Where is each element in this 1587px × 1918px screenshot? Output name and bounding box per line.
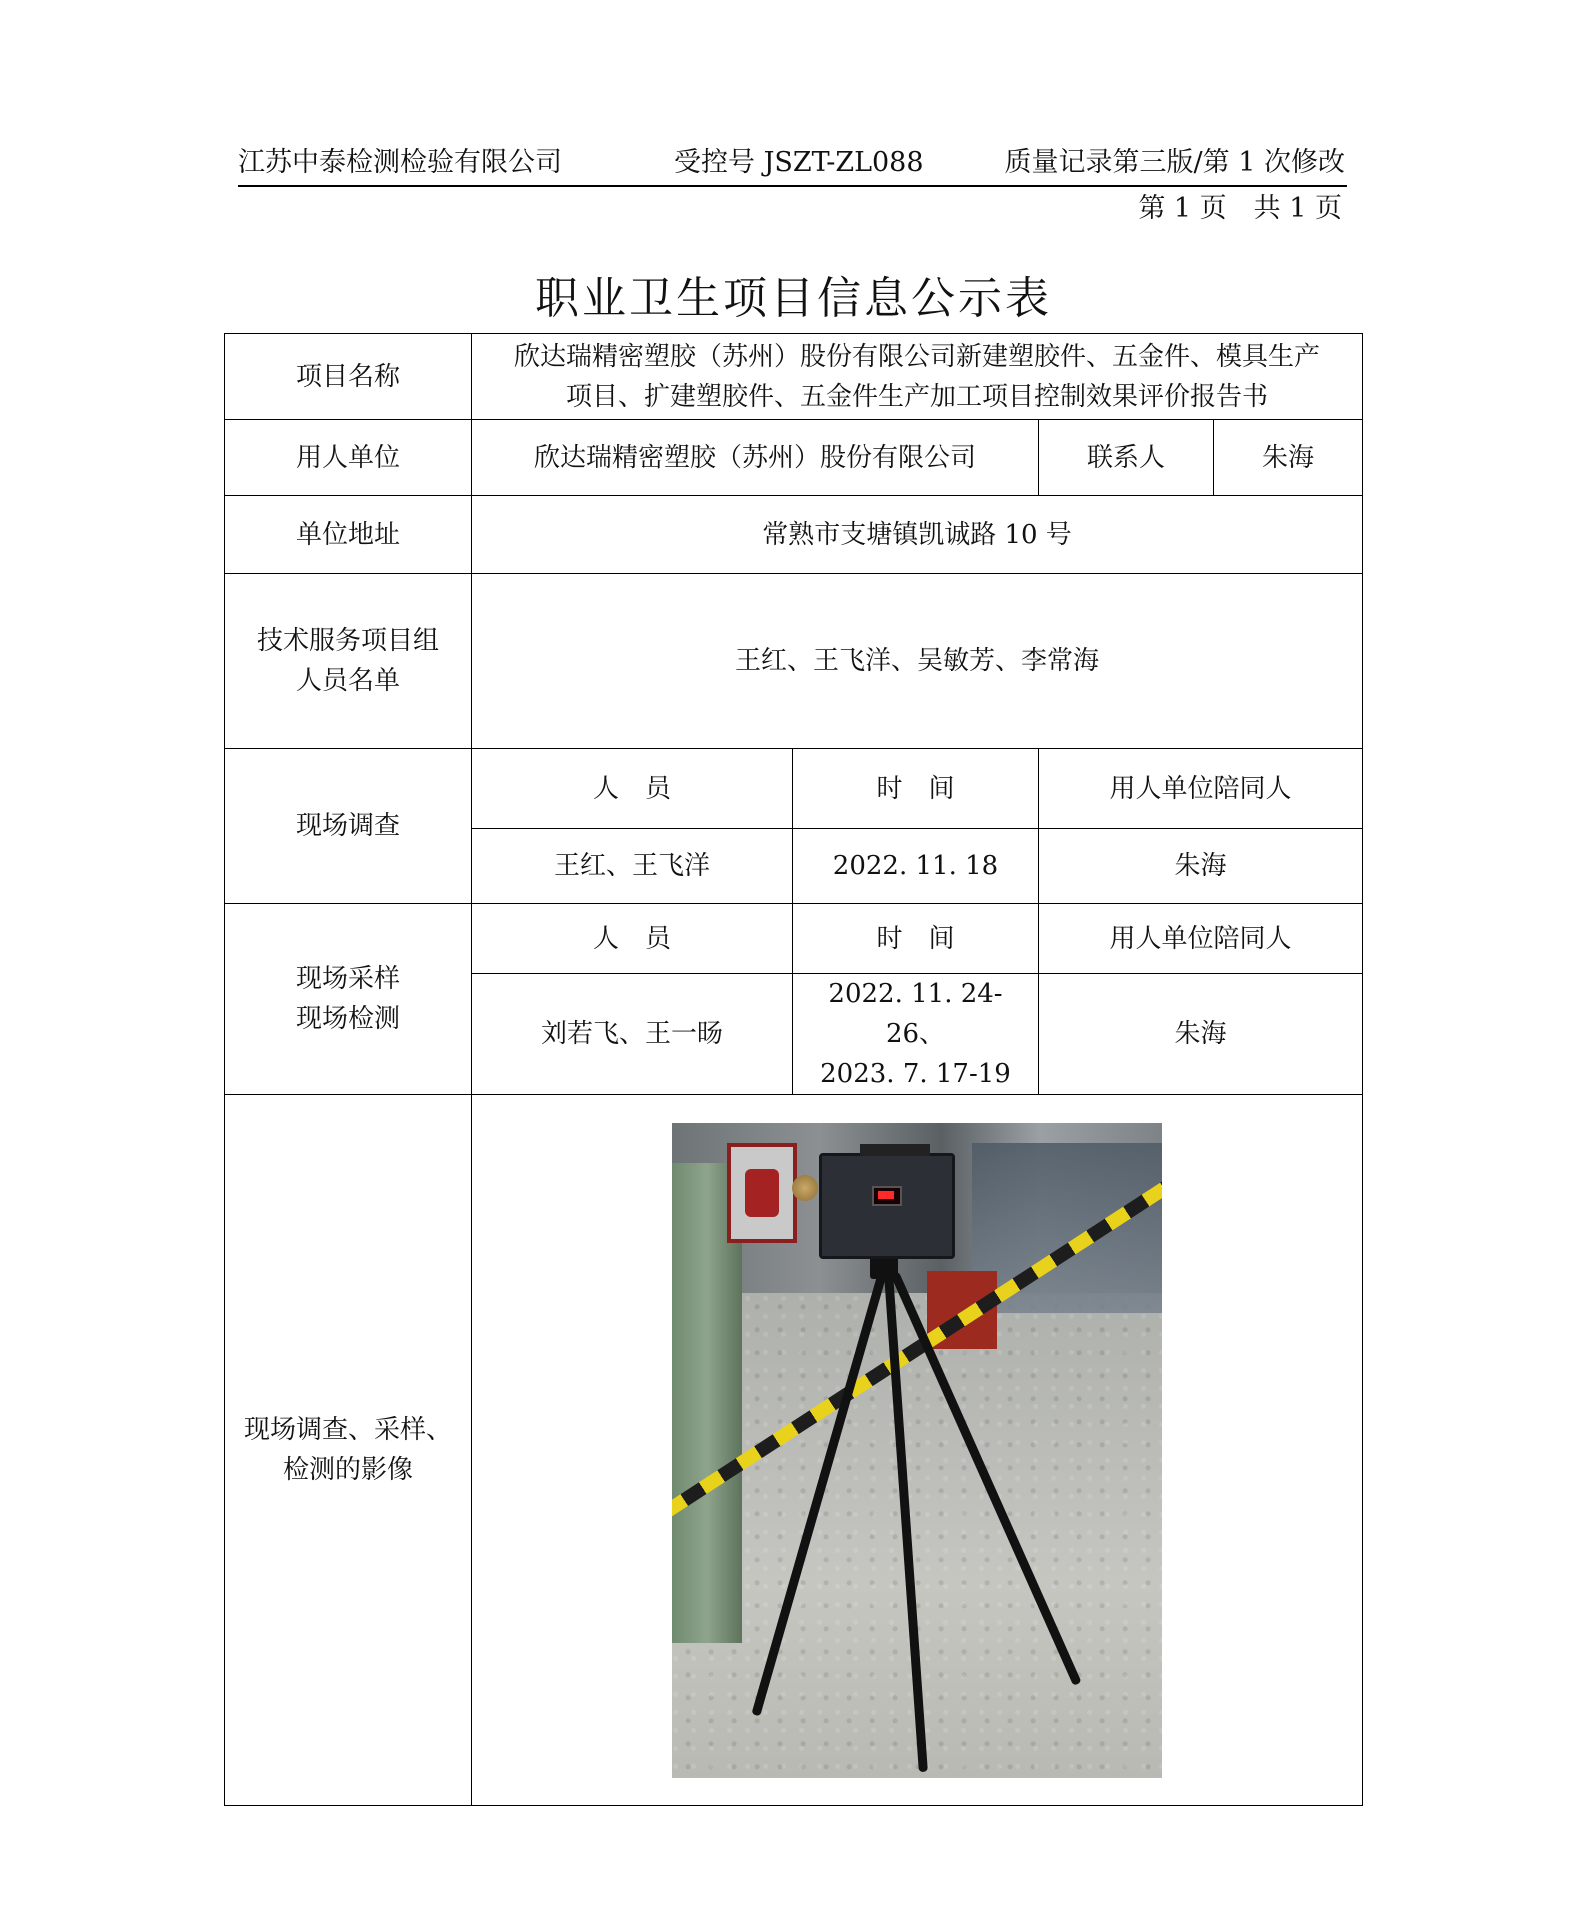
survey-companion: 朱海: [1039, 829, 1363, 904]
sampling-companion: 朱海: [1039, 974, 1363, 1095]
contact-value: 朱海: [1214, 420, 1363, 496]
header-page-number: 第 1 页 共 1 页: [1138, 193, 1342, 224]
header-control-number: 受控号 JSZT-ZL088: [674, 147, 924, 178]
photo-sampler-inlet: [792, 1175, 818, 1201]
contact-label: 联系人: [1039, 420, 1214, 496]
images-label: [225, 1095, 472, 1806]
images-cell: [472, 1095, 1363, 1806]
sampling-label: [225, 904, 472, 1095]
header-quality-record: 质量记录第三版/第 1 次修改: [1004, 147, 1345, 178]
team-label: [225, 574, 472, 749]
row-project-name: [225, 334, 1363, 420]
project-name-line-1: 欣达瑞精密塑胶（苏州）股份有限公司新建塑胶件、五金件、模具生产: [514, 341, 1321, 372]
sampling-time: [793, 974, 1039, 1095]
team-label-line-1: 技术服务项目组: [256, 626, 439, 656]
project-name-line-2: 项目、扩建塑胶件、五金件生产加工项目控制效果评价报告书: [566, 381, 1269, 412]
row-employer: [225, 420, 1363, 496]
sampling-label-line-2: 现场检测: [295, 1004, 400, 1034]
employer-value: 欣达瑞精密塑胶（苏州）股份有限公司: [472, 420, 1039, 496]
row-sampling-header: [225, 904, 1363, 974]
sampling-col-person: 人 员: [472, 904, 793, 974]
survey-person: 王红、王飞洋: [472, 829, 793, 904]
sampling-time-line-1: 2022. 11. 24-26、: [828, 979, 1003, 1049]
sampling-person: 刘若飞、王一旸: [472, 974, 793, 1095]
photo-sampling-device: [819, 1153, 955, 1259]
row-survey-header: [225, 749, 1363, 829]
project-name-label: 项目名称: [225, 334, 472, 420]
team-value: 王红、王飞洋、吴敏芳、李常海: [472, 574, 1363, 749]
survey-label: 现场调查: [225, 749, 472, 904]
images-label-line-1: 现场调查、采样、: [243, 1415, 452, 1445]
photo-device-handle: [860, 1144, 930, 1156]
address-label: 单位地址: [225, 496, 472, 574]
survey-col-person: 人 员: [472, 749, 793, 829]
row-address: [225, 496, 1363, 574]
project-name-value: [472, 334, 1363, 420]
row-images: [225, 1095, 1363, 1806]
sampling-label-line-1: 现场采样: [295, 964, 400, 994]
address-value: 常熟市支塘镇凯诚路 10 号: [472, 496, 1363, 574]
survey-col-companion: 用人单位陪同人: [1039, 749, 1363, 829]
photo-fire-hose-box: [727, 1143, 797, 1243]
info-table: [224, 333, 1363, 1806]
sampling-col-time: 时 间: [793, 904, 1039, 974]
survey-col-time: 时 间: [793, 749, 1039, 829]
site-photo: [672, 1123, 1162, 1778]
document-title: 职业卫生项目信息公示表: [535, 273, 1052, 324]
survey-time: 2022. 11. 18: [793, 829, 1039, 904]
sampling-col-companion: 用人单位陪同人: [1039, 904, 1363, 974]
sampling-time-line-2: 2023. 7. 17-19: [820, 1059, 1011, 1089]
header-company: 江苏中泰检测检验有限公司: [238, 147, 562, 178]
images-label-line-2: 检测的影像: [282, 1455, 413, 1485]
employer-label: 用人单位: [225, 420, 472, 496]
team-label-line-2: 人员名单: [295, 666, 400, 696]
row-team: [225, 574, 1363, 749]
photo-device-display: [872, 1186, 902, 1206]
